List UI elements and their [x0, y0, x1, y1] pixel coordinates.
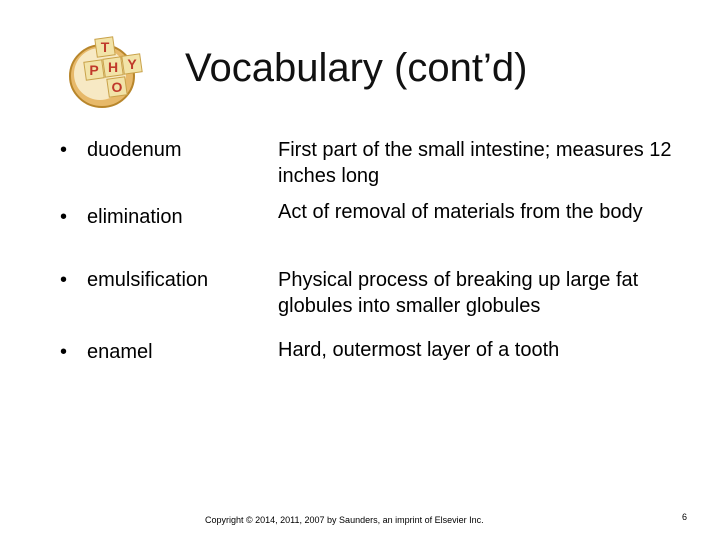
- bullet: •: [60, 139, 68, 161]
- vocab-term: [60, 137, 182, 163]
- copyright-footer: Copyright © 2014, 2011, 2007 by Saunders, an imprint of Elsevier Inc.: [205, 515, 484, 525]
- vocab-term: [60, 204, 183, 230]
- term-text: emulsification: [87, 269, 209, 291]
- slide-title: Vocabulary (cont’d): [185, 46, 528, 90]
- term-text: elimination: [87, 206, 183, 228]
- vocab-definition: Act of removal of materials from the body: [278, 201, 643, 223]
- bullet: •: [60, 206, 68, 228]
- term-text: duodenum: [87, 139, 182, 161]
- vocab-definition: Physical process of breaking up large fat globules into smaller globules: [278, 269, 639, 317]
- term-text: enamel: [87, 341, 153, 363]
- bullet: •: [60, 341, 68, 363]
- bullet: •: [60, 269, 68, 291]
- logo-letter-o: O: [111, 79, 123, 95]
- vocab-term: [60, 267, 208, 293]
- logo-letter-p: P: [89, 62, 99, 78]
- logo-letter-t: T: [100, 39, 110, 55]
- page-number: 6: [682, 512, 688, 522]
- vocab-definition: First part of the small intestine; measures 12 inches long: [278, 139, 672, 187]
- vocab-definition: Hard, outermost layer of a tooth: [278, 339, 560, 361]
- logo-icon: [64, 34, 150, 110]
- vocab-term: [60, 339, 153, 365]
- logo-letter-h: H: [107, 59, 119, 75]
- logo-letter-y: Y: [127, 56, 137, 72]
